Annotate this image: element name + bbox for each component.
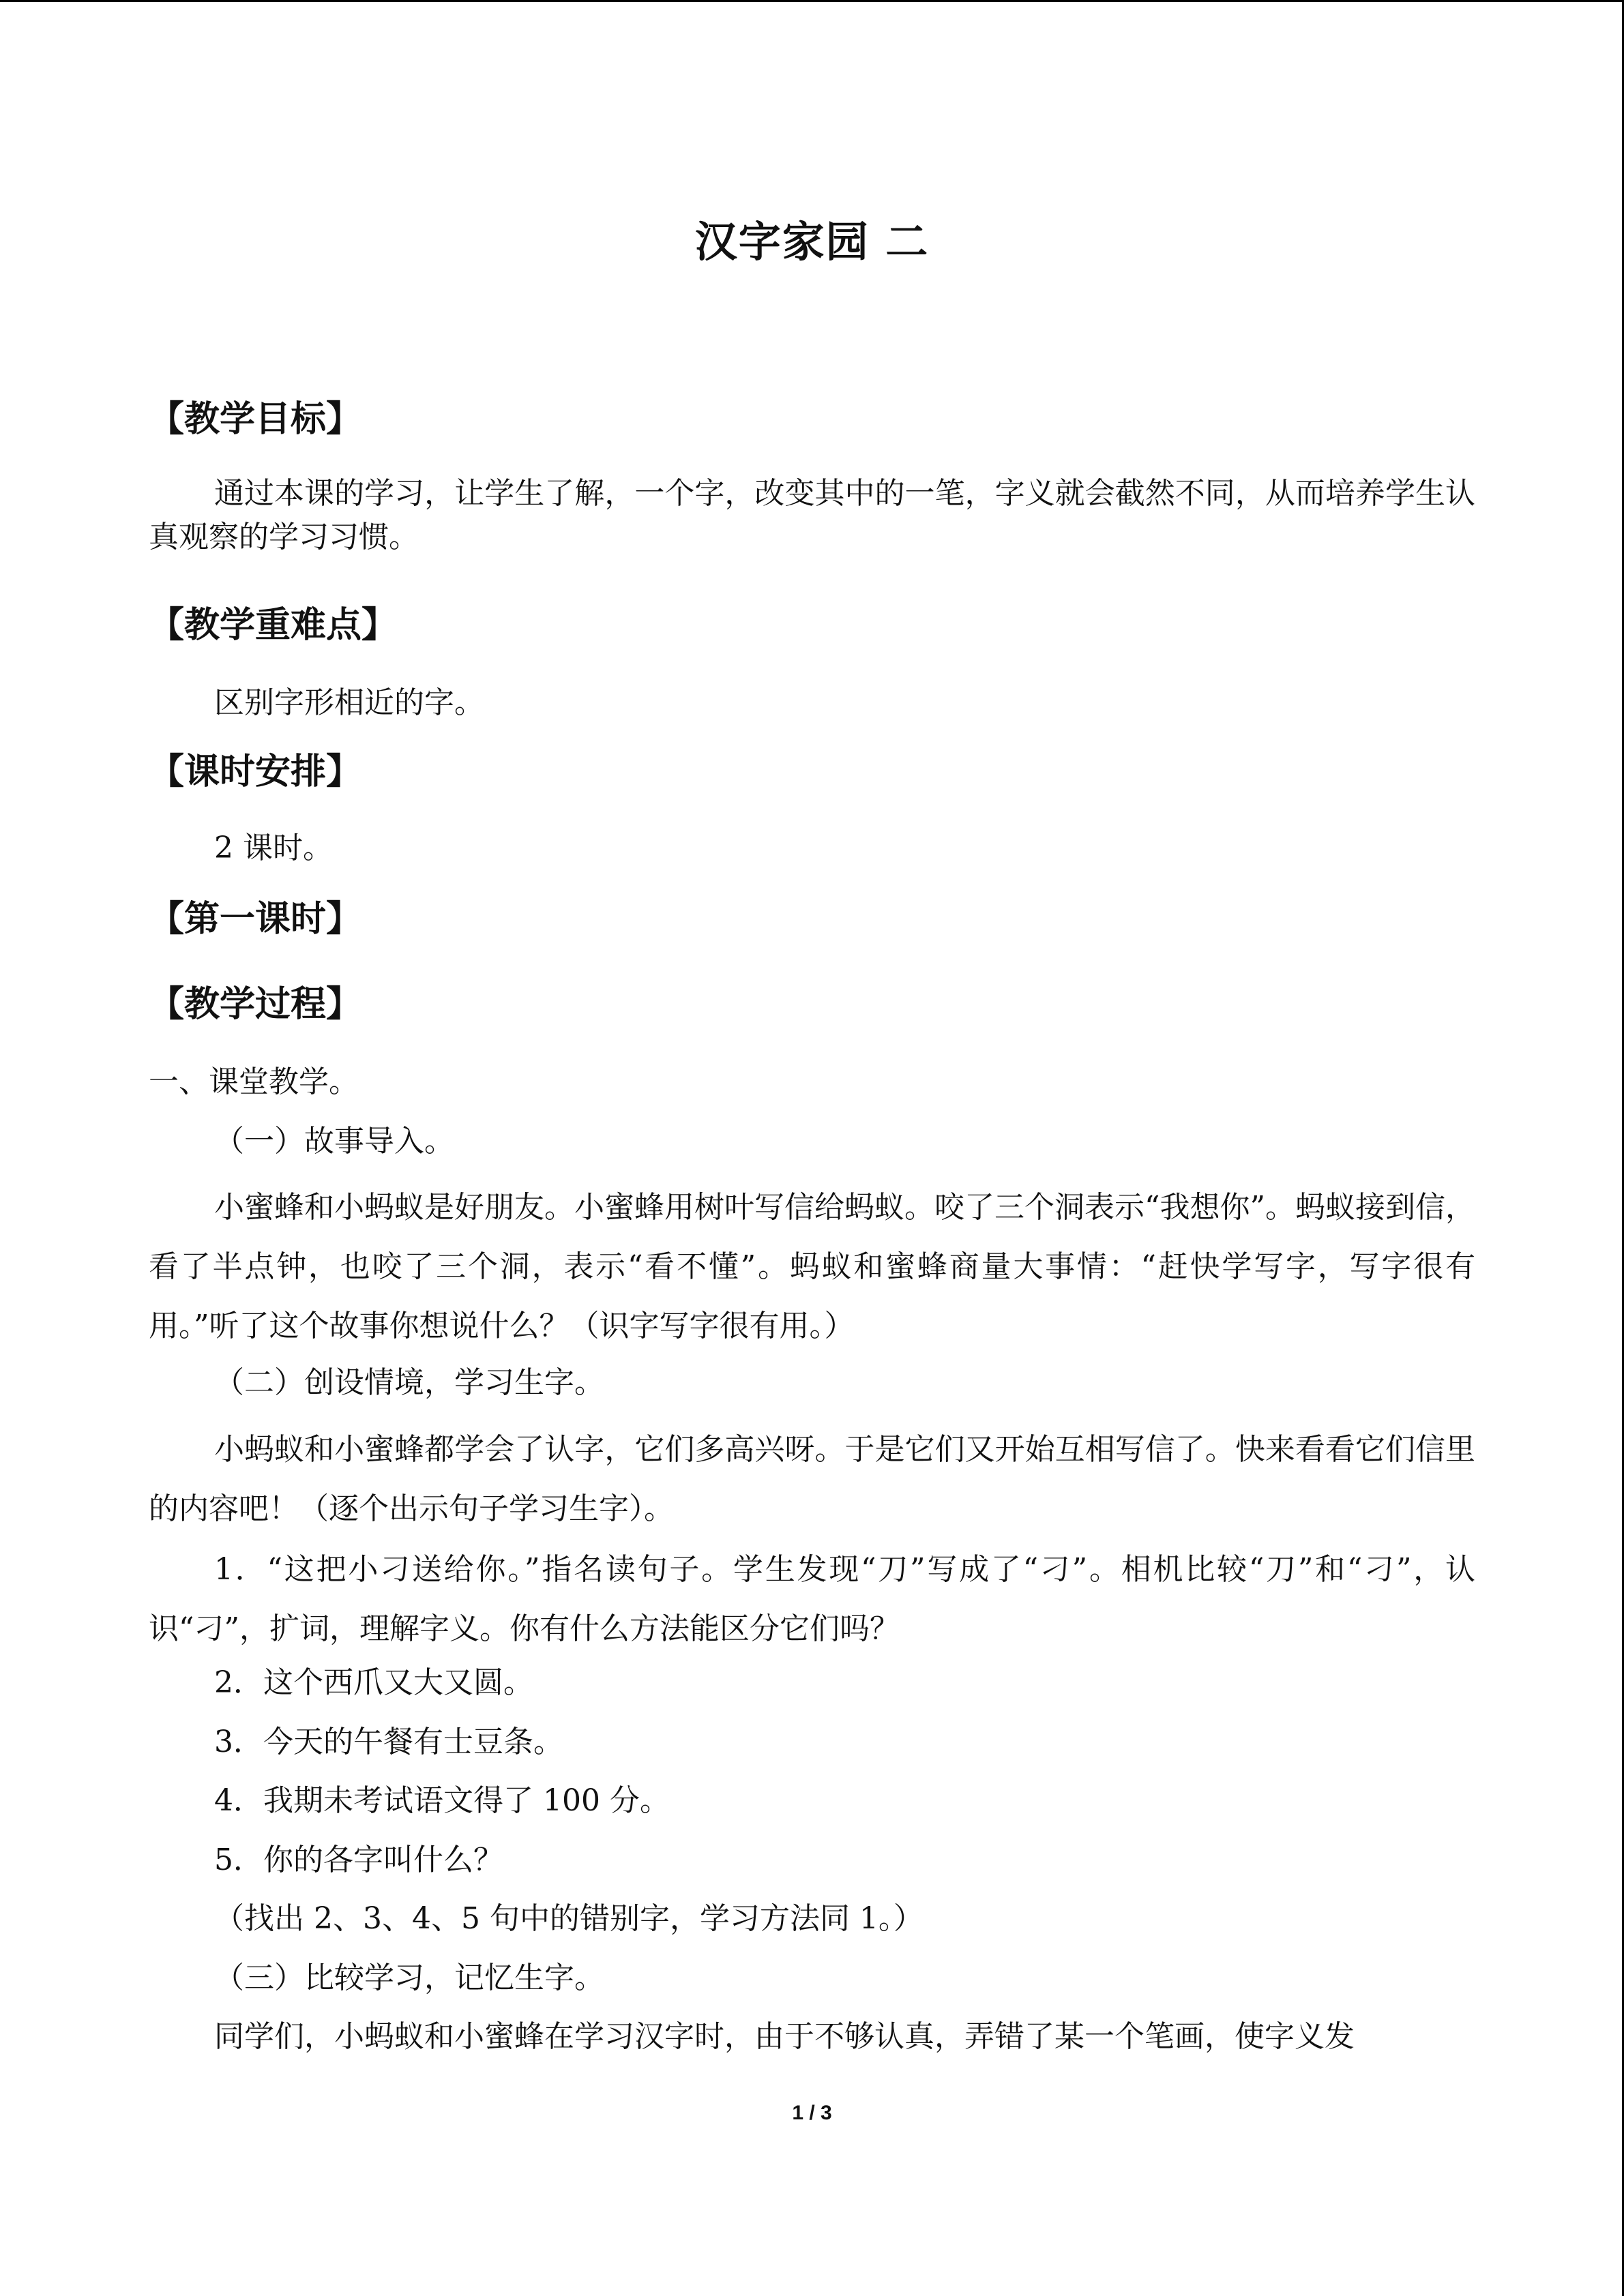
heading-first-lesson: 【第一课时】 xyxy=(149,899,362,940)
story-paragraph: 小蜜蜂和小蚂蚁是好朋友。小蜜蜂用树叶写信给蚂蚁。咬了三个洞表示“我想你”。蚂蚁接到信，看了半点钟，也咬了三个洞，表示“看不懂”。蚂蚁和蜜蜂商量大事情：“赶快学写字，写字很有用。”听了这个故事你想说什么？（识字写字很有用。） xyxy=(149,1190,1475,1343)
list-item-1: 1．“这把小刁送给你。”指名读句子。学生发现“刀”写成了“刁”。相机比较“刀”和“刁”，认识“刁”，扩词，理解字义。你有什么方法能区分它们吗？ xyxy=(149,1552,1475,1646)
subsection-3: （三）比较学习，记忆生字。 xyxy=(214,1960,604,1995)
process-part-1: 一、课堂教学。 xyxy=(149,1064,359,1099)
subsection-1: （一）故事导入。 xyxy=(214,1124,454,1159)
heading-process: 【教学过程】 xyxy=(149,984,362,1025)
goal-paragraph: 通过本课的学习，让学生了解，一个字，改变其中的一笔，字义就会截然不同，从而培养学生认真观察的学习习惯。 xyxy=(149,476,1475,554)
schedule-paragraph: 2 课时。 xyxy=(214,831,333,865)
list-item-5: 5．你的各字叫什么？ xyxy=(214,1843,503,1877)
list-note: （找出 2、3、4、5 句中的错别字，学习方法同 1。） xyxy=(214,1901,924,1936)
scene-paragraph: 小蚂蚁和小蜜蜂都学会了认字，它们多高兴呀。于是它们又开始互相写信了。快来看看它们信里的内容吧！（逐个出示句子学习生字）。 xyxy=(149,1432,1475,1526)
heading-teaching-goals: 【教学目标】 xyxy=(149,399,362,440)
list-item-2: 2．这个西爪又大又圆。 xyxy=(214,1665,533,1700)
list-item-3: 3．今天的午餐有士豆条。 xyxy=(214,1725,563,1759)
heading-schedule: 【课时安排】 xyxy=(149,751,362,792)
page-number: 1 / 3 xyxy=(792,2102,832,2124)
key-paragraph: 区别字形相近的字。 xyxy=(214,685,484,720)
list-item-4: 4．我期未考试语文得了 100 分。 xyxy=(214,1783,670,1818)
heading-key-points: 【教学重难点】 xyxy=(149,605,398,646)
closing-paragraph: 同学们，小蚂蚁和小蜜蜂在学习汉字时，由于不够认真，弄错了某一个笔画，使字义发 xyxy=(214,2019,1355,2054)
page-title: 汉字家园 二 xyxy=(694,217,930,267)
subsection-2: （二）创设情境，学习生字。 xyxy=(214,1365,604,1400)
